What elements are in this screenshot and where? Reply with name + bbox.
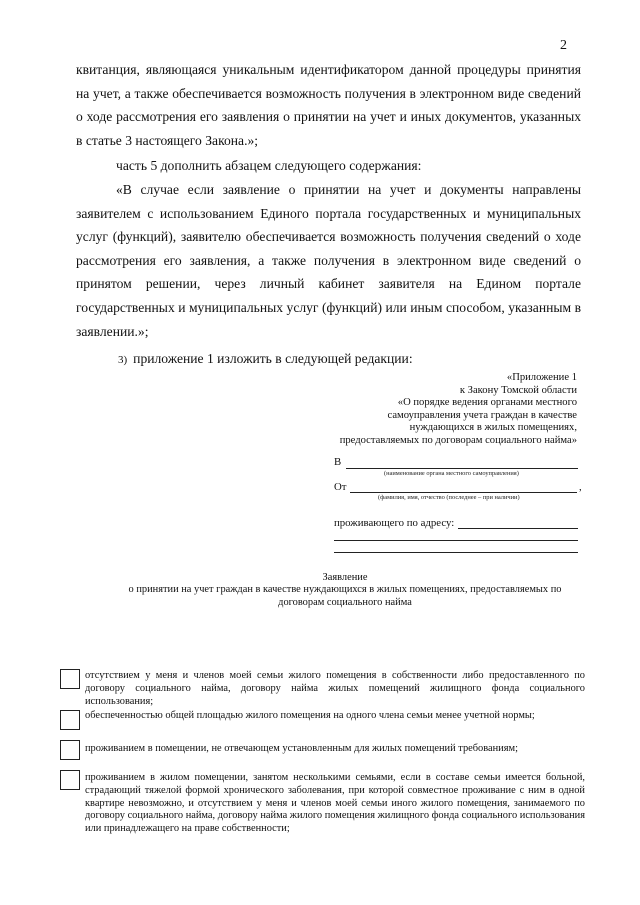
statement-title: Заявление [322,572,368,583]
to-field-hint: (наименование органа местного самоуправления) [384,470,519,477]
to-field-line[interactable] [346,468,578,469]
address-field-line-3[interactable] [334,552,578,553]
option-text: отсутствием у меня и членов моей семьи жилого помещения в собственности либо предоставленного по договору социального найма, договору найма жилых помещений жилищного фонда социального использования; [85,670,585,707]
from-field-hint: (фамилия, имя, отчество (последнее – при наличии) [378,494,520,501]
to-label: В [334,456,342,468]
address-field-line[interactable] [458,528,578,529]
paragraph-3-text: «В случае если заявление о принятии на учет и документы направлены заявителем с использованием Единого портала государственных и муниципальных услуг (функций), заявителю обеспечивается возможность получения сведений о ходе рассмотрения его заявления, а также получения в электронном виде сведений о принятом решении, через личный кабинет заявителя на Едином портале государственных и муниципальных услуг (функций) или иным способом, указанным в заявлении.»; [76,182,581,339]
appendix-header [330,372,577,448]
option-checkbox[interactable] [60,710,80,730]
appendix-line: нуждающихся в жилых помещениях, [409,422,577,434]
list-item-3-text: приложение 1 изложить в следующей редакции: [133,351,413,366]
appendix-line: предоставляемых по договорам социального найма» [339,434,577,446]
statement-heading [110,572,580,609]
from-trailing-comma: , [579,481,582,493]
statement-subtitle: о принятии на учет граждан в качестве нуждающихся в жилых помещениях, предоставляемых по договорам социального найма [128,584,562,608]
address-field-line-2[interactable] [334,540,578,541]
paragraph-quote [76,178,581,343]
list-item-3-number: 3) [118,354,128,366]
list-item-3 [118,348,413,371]
option-text: проживанием в помещении, не отвечающем установленным для жилых помещений требованиям; [85,743,518,754]
option-text: проживанием в жилом помещении, занятом несколькими семьями, если в составе семьи имеется больной, страдающий тяжелой формой хронического заболевания, при которой совместное проживание с ним в одной квартире невозможно, и отсутствием у меня и членов моей семьи иного жилого помещения, занимаемого по договору социального найма, договору найма жилого помещения жилищного фонда социального использования или принадлежащего на праве собственности; [85,772,585,835]
from-label: От [334,481,347,493]
paragraph-1-text: квитанция, являющаяся уникальным идентификатором данной процедуры принятия на учет, а также обеспечивается возможность получения в электронном виде сведений о ходе рассмотрения его заявления о принятии на учет и иных документов, указанных в статье 3 настоящего Закона.»; [76,62,581,148]
option-text: обеспеченностью общей площадью жилого помещения на одного члена семьи менее учетной нормы; [85,710,535,721]
paragraph-continuation [76,58,581,152]
option-checkbox[interactable] [60,770,80,790]
from-field-line[interactable] [350,492,577,493]
appendix-line: к Закону Томской области [459,384,577,396]
page-number: 2 [560,38,567,53]
appendix-line: «Приложение 1 [506,372,577,383]
appendix-line: самоуправления учета граждан в качестве [387,409,577,421]
option-checkbox[interactable] [60,740,80,760]
paragraph-part5 [76,154,581,178]
option-checkbox[interactable] [60,669,80,689]
address-label: проживающего по адресу: [334,517,455,529]
appendix-line: «О порядке ведения органами местного [397,397,577,409]
paragraph-2-text: часть 5 дополнить абзацем следующего содержания: [116,158,422,173]
